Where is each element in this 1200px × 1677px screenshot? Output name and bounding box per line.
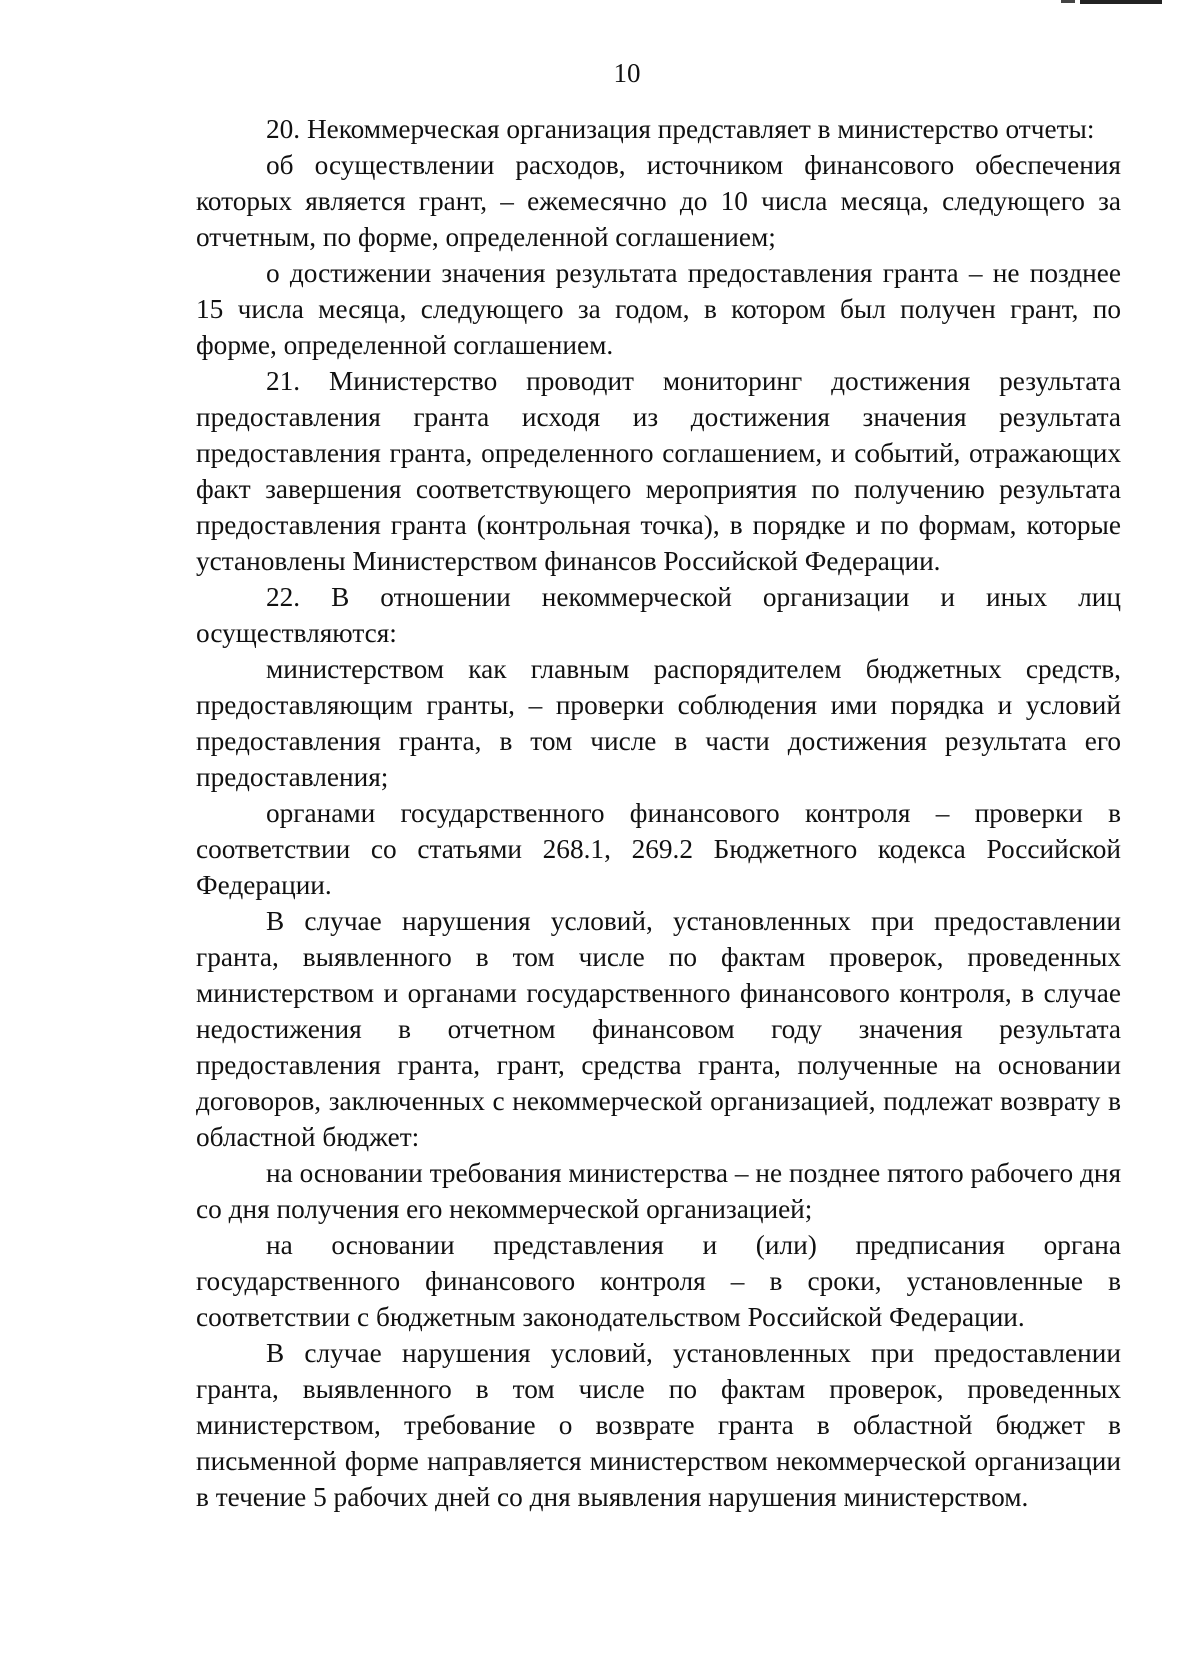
paragraph-ministry-checks: министерством как главным распорядителем бюджетных средств, предоставляющим гранты, – проверки соблюдения ими порядка и условий предоставления гранта, в том числе в части достижения результата его предоставления; bbox=[196, 654, 1121, 792]
paragraph-control-checks: органами государственного финансового контроля – проверки в соответствии со статьями 268.1, 269.2 Бюджетного кодекса Российской Федерации. bbox=[196, 798, 1121, 900]
paragraph-report-expenses: об осуществлении расходов, источником финансового обеспечения которых является грант, – ежемесячно до 10 числа месяца, следующего за отчетным, по форме, определенной соглашением; bbox=[196, 150, 1121, 252]
page-number: 10 bbox=[613, 58, 641, 88]
paragraph-21-monitoring: 21. Министерство проводит мониторинг достижения результата предоставления гранта исходя из достижения значения результата предоставления гранта, определенного соглашением, и событий, отражающих факт завершения соответствующего мероприятия по получению результата предоставления гранта (контрольная точка), в порядке и по формам, которые установлены Министерством финансов Российской Федерации. bbox=[196, 366, 1121, 576]
scan-artifact-line bbox=[1080, 0, 1162, 4]
paragraph-20-intro: 20. Некоммерческая организация представляет в министерство отчеты: bbox=[266, 114, 1095, 144]
paragraph-22-intro: 22. В отношении некоммерческой организации и иных лиц осуществляются: bbox=[196, 582, 1121, 648]
paragraph-violation-return: В случае нарушения условий, установленных при предоставлении гранта, выявленного в том числе по фактам проверок, проведенных министерством и органами государственного финансового контроля, в случае недостижения в отчетном финансовом году значения результата предоставления гранта, грант, средства гранта, полученные на основании договоров, заключенных с некоммерческой организацией, подлежат возврату в областной бюджет: bbox=[196, 906, 1121, 1152]
paragraph-return-notice: В случае нарушения условий, установленных при предоставлении гранта, выявленного в том числе по фактам проверок, проведенных министерством, требование о возврате гранта в областной бюджет в письменной форме направляется министерством некоммерческой организации в течение 5 рабочих дней со дня выявления нарушения министерством. bbox=[196, 1338, 1121, 1512]
paragraph-return-by-demand: на основании требования министерства – не позднее пятого рабочего дня со дня получения его некоммерческой организацией; bbox=[196, 1158, 1121, 1224]
paragraph-report-result: о достижении значения результата предоставления гранта – не позднее 15 числа месяца, следующего за годом, в котором был получен грант, по форме, определенной соглашением. bbox=[196, 258, 1121, 360]
scan-artifact-line bbox=[1061, 0, 1075, 3]
document-body bbox=[196, 111, 1121, 1515]
paragraph-return-by-order: на основании представления и (или) предписания органа государственного финансового контроля – в сроки, установленные в соответствии с бюджетным законодательством Российской Федерации. bbox=[196, 1230, 1121, 1332]
